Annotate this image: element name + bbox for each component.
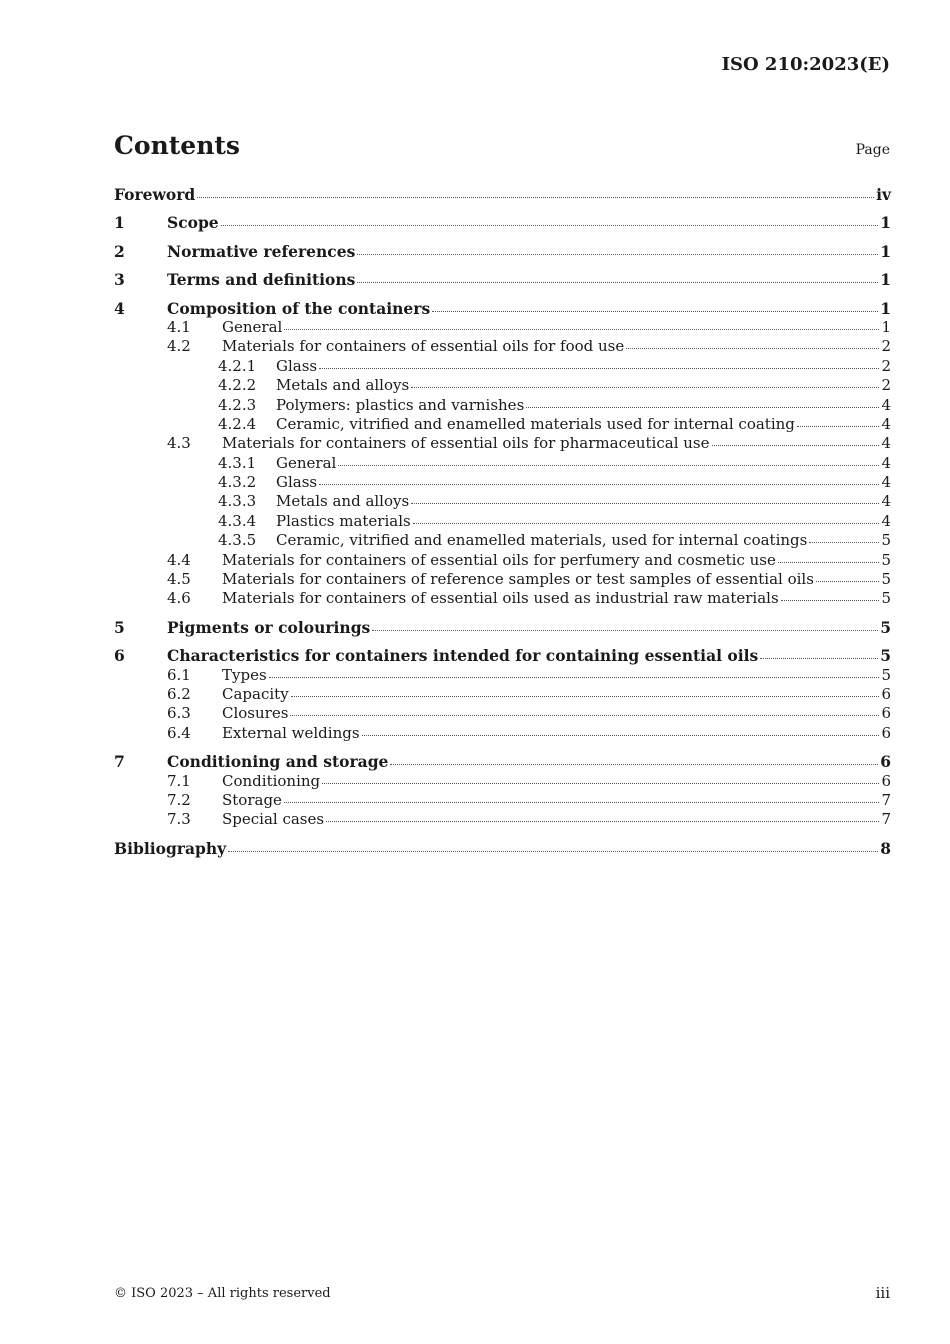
toc-entry[interactable] (114, 473, 891, 492)
toc-entry[interactable] (114, 434, 891, 453)
toc-entry-page: 6 (881, 704, 891, 723)
toc-entry-number: 7.2 (167, 790, 191, 809)
toc-entry-number: 4.3.5 (218, 531, 257, 550)
toc-entry-title: Glass (276, 356, 318, 375)
dot-leader (526, 407, 879, 408)
copyright-notice: © ISO 2023 – All rights reserved (114, 1286, 331, 1301)
toc-entry-page: 4 (881, 473, 891, 492)
toc-entry-title: Storage (222, 790, 282, 809)
toc-entry[interactable] (114, 396, 891, 415)
toc-entry[interactable] (114, 376, 891, 395)
toc-entry-title: Materials for containers of essential oils for perfumery and cosmetic use (222, 550, 776, 569)
dot-leader (712, 445, 880, 446)
dot-leader (816, 581, 880, 582)
toc-entry-page: 1 (880, 213, 891, 233)
toc-entry-number: 4.2 (167, 337, 191, 356)
dot-leader (390, 764, 878, 765)
dot-leader (760, 658, 878, 659)
toc-entry-page: 7 (881, 810, 891, 829)
toc-entry[interactable] (114, 666, 891, 685)
toc-entry-title: Polymers: plastics and varnishes (276, 395, 525, 414)
toc-entry-number: 5 (114, 617, 125, 637)
toc-entry-page: 6 (881, 771, 891, 790)
toc-entry-number: 2 (114, 241, 125, 261)
toc-entry-number: 6 (114, 646, 125, 666)
dot-leader (319, 484, 879, 485)
toc-entry-page: 4 (881, 395, 891, 414)
toc-entry-title: General (222, 317, 283, 336)
toc-entry-number: 4.3.4 (218, 511, 257, 530)
toc-entry-page: 4 (881, 492, 891, 511)
toc-entry-number: 1 (114, 213, 125, 233)
toc-entry[interactable] (114, 318, 891, 337)
toc-entry[interactable] (114, 242, 891, 261)
toc-entry-title: Materials for containers of reference samples or test samples of essential oils (222, 570, 814, 589)
toc-entry-number: 6.2 (167, 684, 191, 703)
toc-entry[interactable] (114, 791, 891, 810)
dot-leader (338, 465, 879, 466)
toc-entry-page: 5 (881, 550, 891, 569)
toc-entry-page: 4 (881, 434, 891, 453)
dot-leader (372, 630, 878, 631)
page-title: Contents (114, 131, 241, 160)
toc-entry-number: 4.3.1 (218, 453, 257, 472)
toc-entry-title: Closures (222, 704, 289, 723)
dot-leader (228, 851, 878, 852)
page-number: iii (875, 1284, 890, 1302)
toc-entry-number: 6.4 (167, 723, 191, 742)
toc-entry[interactable] (114, 337, 891, 356)
toc-entry-page: 6 (881, 684, 891, 703)
toc-entry[interactable] (114, 724, 891, 743)
table-of-contents (114, 185, 891, 858)
toc-entry[interactable] (114, 618, 891, 637)
toc-entry[interactable] (114, 570, 891, 589)
toc-entry[interactable] (114, 270, 891, 289)
toc-entry[interactable] (114, 704, 891, 723)
toc-entry-title: Plastics materials (276, 511, 411, 530)
toc-entry-title: Materials for containers of essential oils for food use (222, 337, 625, 356)
toc-entry-title: Conditioning and storage (167, 752, 389, 772)
dot-leader (413, 523, 880, 524)
toc-entry-number: 6.3 (167, 704, 191, 723)
toc-entry-number: 4 (114, 298, 125, 318)
toc-entry-number: 7 (114, 752, 125, 772)
dot-leader (357, 254, 878, 255)
dot-leader (284, 802, 880, 803)
toc-entry-title: Foreword (114, 185, 196, 204)
toc-entry-page: 1 (880, 298, 891, 318)
toc-entry-page: 2 (881, 376, 891, 395)
toc-entry-title: Glass (276, 473, 318, 492)
toc-entry-number: 4.5 (167, 570, 191, 589)
dot-leader (290, 715, 879, 716)
toc-entry-title: Bibliography (114, 838, 227, 858)
toc-entry-page: 4 (881, 453, 891, 472)
dot-leader (284, 329, 879, 330)
dot-leader (362, 735, 880, 736)
toc-entry[interactable] (114, 185, 891, 204)
dot-leader (269, 677, 880, 678)
toc-entry-title: Materials for containers of essential oils used as industrial raw materials (222, 589, 779, 608)
toc-entry-page: 2 (881, 356, 891, 375)
toc-entry-title: General (276, 453, 337, 472)
toc-entry-page: 4 (881, 414, 891, 433)
toc-entry-number: 4.3.3 (218, 492, 257, 511)
toc-entry-number: 4.2.1 (218, 356, 257, 375)
toc-entry[interactable] (114, 415, 891, 434)
toc-entry[interactable] (114, 685, 891, 704)
toc-entry-page: 1 (880, 270, 891, 290)
toc-entry-number: 7.3 (167, 810, 191, 829)
toc-entry-number: 4.2.2 (218, 376, 257, 395)
dot-leader (291, 696, 880, 697)
toc-entry-page: 5 (881, 665, 891, 684)
toc-entry-title: Terms and definitions (167, 270, 356, 290)
toc-entry-number: 4.4 (167, 550, 191, 569)
dot-leader (322, 783, 879, 784)
toc-entry[interactable] (114, 810, 891, 829)
toc-entry[interactable] (114, 213, 891, 232)
dot-leader (778, 562, 880, 563)
toc-entry[interactable] (114, 752, 891, 771)
toc-entry-number: 7.1 (167, 771, 191, 790)
toc-entry-page: 6 (880, 752, 891, 772)
toc-entry-title: Metals and alloys (276, 492, 410, 511)
toc-entry-title: Normative references (167, 241, 356, 261)
toc-entry[interactable] (114, 357, 891, 376)
toc-entry-title: Characteristics for containers intended for containing essential oils (167, 646, 759, 666)
toc-entry-page: 1 (880, 241, 891, 261)
toc-entry-number: 4.3 (167, 434, 191, 453)
dot-leader (781, 600, 880, 601)
toc-entry-title: Ceramic, vitrified and enamelled materials used for internal coating (276, 414, 795, 433)
toc-entry[interactable] (114, 551, 891, 570)
dot-leader (357, 282, 878, 283)
dot-leader (319, 368, 879, 369)
toc-entry-number: 3 (114, 270, 125, 290)
document-id: ISO 210:2023(E) (721, 54, 890, 75)
toc-entry-title: Capacity (222, 684, 289, 703)
toc-entry-page: 5 (880, 617, 891, 637)
dot-leader (197, 197, 874, 198)
page-column-label: Page (855, 142, 890, 158)
toc-entry[interactable] (114, 531, 891, 550)
toc-entry[interactable] (114, 512, 891, 531)
dot-leader (411, 387, 879, 388)
toc-entry-page: 7 (881, 790, 891, 809)
toc-entry-page: 5 (881, 531, 891, 550)
toc-entry-title: Conditioning (222, 771, 321, 790)
dot-leader (411, 503, 879, 504)
toc-entry-title: Types (222, 665, 267, 684)
toc-entry[interactable] (114, 299, 891, 318)
toc-entry-title: Metals and alloys (276, 376, 410, 395)
toc-entry-title: External weldings (222, 723, 360, 742)
toc-entry-number: 4.2.4 (218, 414, 257, 433)
toc-entry-page: 2 (881, 337, 891, 356)
toc-entry-page: 4 (881, 511, 891, 530)
toc-entry-number: 4.6 (167, 589, 191, 608)
dot-leader (626, 348, 879, 349)
toc-entry-title: Scope (167, 213, 219, 233)
toc-entry-title: Pigments or colourings (167, 617, 371, 637)
dot-leader (221, 225, 879, 226)
toc-entry[interactable] (114, 772, 891, 791)
toc-entry-number: 4.3.2 (218, 473, 257, 492)
toc-entry-number: 4.1 (167, 317, 191, 336)
dot-leader (432, 311, 878, 312)
toc-entry-page: 5 (881, 570, 891, 589)
toc-entry[interactable] (114, 589, 891, 608)
toc-entry-page: iv (876, 185, 891, 204)
dot-leader (326, 821, 879, 822)
toc-entry-page: 6 (881, 723, 891, 742)
dot-leader (809, 542, 879, 543)
toc-entry-page: 1 (881, 317, 891, 336)
toc-entry-page: 8 (880, 838, 891, 858)
toc-entry[interactable] (114, 839, 891, 858)
toc-entry-title: Special cases (222, 810, 325, 829)
toc-entry-page: 5 (880, 646, 891, 666)
toc-entry-number: 4.2.3 (218, 395, 257, 414)
toc-entry-page: 5 (881, 589, 891, 608)
toc-entry-number: 6.1 (167, 665, 191, 684)
toc-entry-title: Composition of the containers (167, 298, 431, 318)
toc-entry[interactable] (114, 492, 891, 511)
toc-entry-title: Ceramic, vitrified and enamelled materials, used for internal coatings (276, 531, 808, 550)
toc-entry-title: Materials for containers of essential oils for pharmaceutical use (222, 434, 710, 453)
dot-leader (797, 426, 880, 427)
toc-entry[interactable] (114, 454, 891, 473)
toc-entry[interactable] (114, 646, 891, 665)
